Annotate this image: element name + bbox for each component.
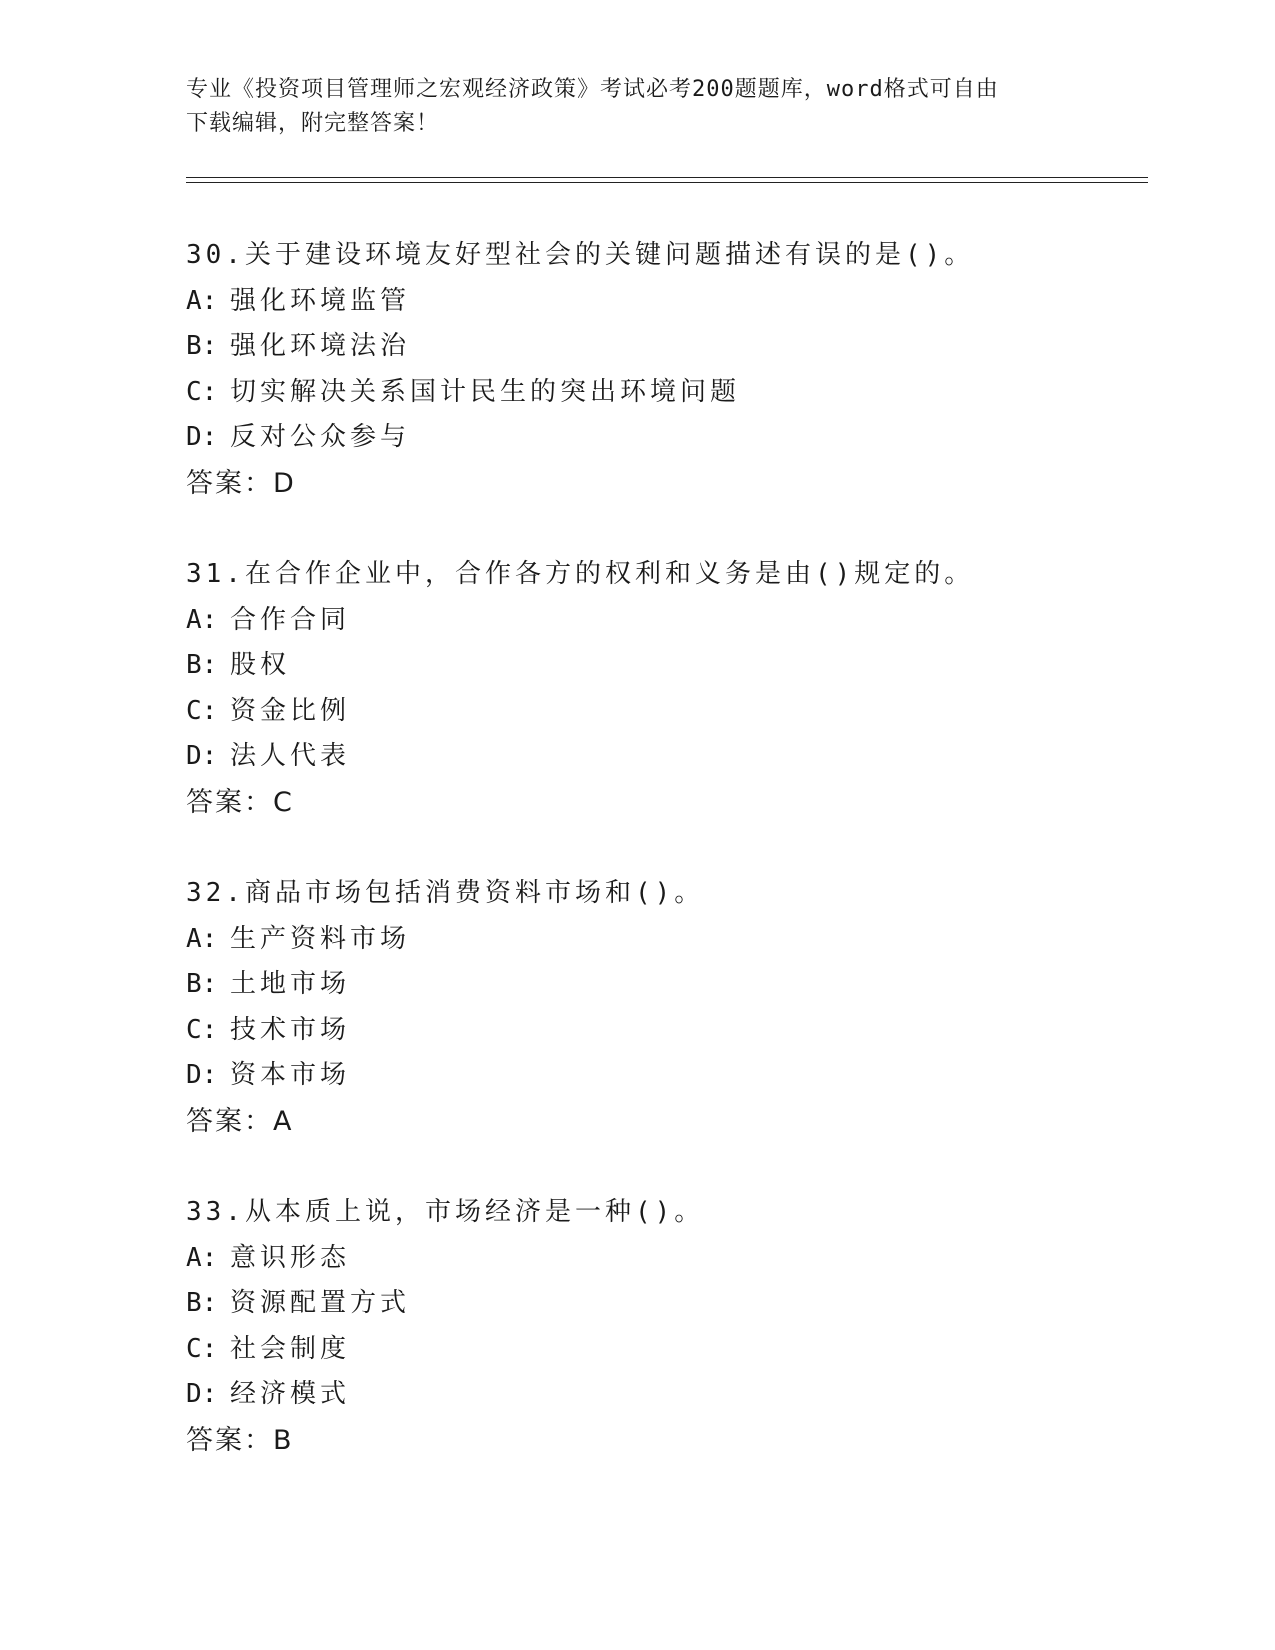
option-b	[186, 962, 1146, 1008]
option-text: 技术市场	[230, 1014, 351, 1045]
question-block	[186, 233, 1146, 506]
option-letter: C:	[186, 1333, 218, 1364]
option-d	[186, 1053, 1146, 1099]
option-c	[186, 689, 1146, 735]
option-letter: D:	[186, 741, 218, 771]
option-text: 强化环境法治	[230, 331, 411, 361]
option-letter: B:	[186, 1288, 218, 1318]
document-header	[186, 73, 1086, 141]
question-stem: 33.从本质上说，市场经济是一种()。	[186, 1197, 705, 1227]
option-letter: A:	[186, 285, 218, 316]
option-letter: C:	[186, 376, 218, 407]
option-letter: C:	[186, 1014, 218, 1045]
option-letter: C:	[186, 695, 218, 726]
option-letter: B:	[186, 969, 218, 999]
option-d	[186, 1372, 1146, 1418]
option-d	[186, 415, 1146, 461]
answer-line: 答案：C	[186, 786, 294, 818]
option-letter: B:	[186, 650, 218, 680]
option-letter: A:	[186, 1242, 218, 1273]
answer-line: 答案：A	[186, 1105, 294, 1137]
option-text: 土地市场	[230, 969, 351, 999]
option-a	[186, 917, 1146, 963]
header-divider-top	[186, 177, 1148, 178]
question-stem: 32.商品市场包括消费资料市场和()。	[186, 878, 705, 908]
option-d	[186, 734, 1146, 780]
option-letter: D:	[186, 422, 218, 452]
option-text: 反对公众参与	[230, 422, 411, 452]
option-text: 切实解决关系国计民生的突出环境问题	[230, 376, 741, 407]
option-b	[186, 643, 1146, 689]
option-letter: D:	[186, 1379, 218, 1409]
question-block	[186, 1190, 1146, 1463]
option-a	[186, 1236, 1146, 1282]
header-divider-bottom	[186, 182, 1148, 183]
option-text: 社会制度	[230, 1333, 351, 1364]
option-text: 资本市场	[230, 1060, 351, 1090]
option-text: 法人代表	[230, 741, 351, 771]
option-text: 强化环境监管	[230, 285, 411, 316]
question-block	[186, 552, 1146, 825]
option-a	[186, 279, 1146, 325]
option-text: 资源配置方式	[230, 1288, 411, 1318]
question-stem: 30.关于建设环境友好型社会的关键问题描述有误的是()。	[186, 240, 975, 270]
option-text: 经济模式	[230, 1379, 351, 1409]
option-letter: A:	[186, 923, 218, 954]
option-a	[186, 598, 1146, 644]
option-text: 股权	[230, 650, 291, 680]
option-b	[186, 324, 1146, 370]
option-c	[186, 370, 1146, 416]
question-block	[186, 871, 1146, 1144]
option-letter: B:	[186, 331, 218, 361]
header-line-1: 专业《投资项目管理师之宏观经济政策》考试必考200题题库，word格式可自由	[186, 77, 999, 102]
option-letter: A:	[186, 604, 218, 635]
option-c	[186, 1008, 1146, 1054]
option-text: 生产资料市场	[230, 923, 411, 954]
option-b	[186, 1281, 1146, 1327]
header-line-2: 下载编辑，附完整答案！	[186, 111, 440, 136]
option-text: 合作合同	[230, 604, 351, 635]
option-c	[186, 1327, 1146, 1373]
option-text: 资金比例	[230, 695, 351, 726]
question-stem: 31.在合作企业中，合作各方的权利和义务是由()规定的。	[186, 559, 975, 589]
answer-line: 答案：D	[186, 467, 296, 499]
answer-line: 答案：B	[186, 1424, 294, 1456]
option-text: 意识形态	[230, 1242, 351, 1273]
option-letter: D:	[186, 1060, 218, 1090]
